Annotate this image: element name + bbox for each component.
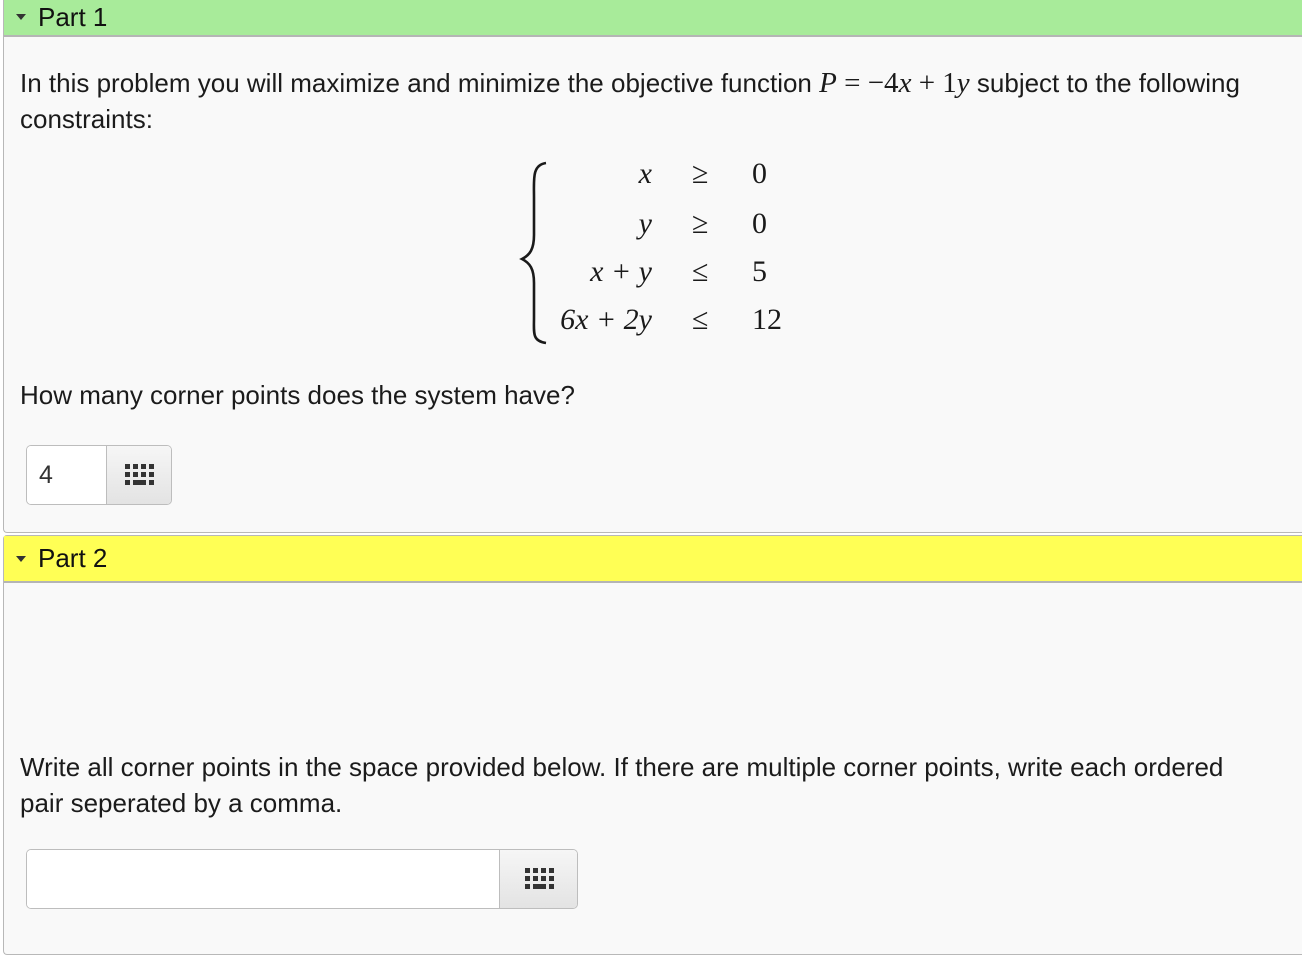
corner-count-answer: [26, 445, 172, 505]
part-1-title: Part 1: [38, 1, 108, 32]
part-1-header[interactable]: [4, 0, 1302, 37]
constraint-row: [516, 207, 816, 255]
constraint-relation: ≤: [692, 303, 709, 336]
caret-down-icon[interactable]: [16, 556, 26, 562]
constraint-row: [516, 255, 816, 303]
corner-points-input[interactable]: [27, 850, 499, 908]
constraint-system: [516, 157, 816, 347]
constraint-rhs: 0: [752, 207, 767, 240]
math-plus: + 1: [911, 67, 957, 99]
problem-statement: [20, 65, 1282, 137]
constraint-lhs: x: [638, 157, 652, 190]
math-x: x: [898, 67, 912, 99]
intro-text: In this problem you will maximize and minimize the objective function: [20, 68, 820, 98]
math-P: P: [819, 67, 837, 99]
part-2-header[interactable]: [4, 536, 1302, 583]
constraint-rhs: 0: [752, 157, 767, 190]
constraint-lhs: y: [638, 207, 652, 240]
constraint-relation: ≤: [692, 255, 709, 288]
constraint-relation: ≥: [692, 157, 709, 190]
intro-after-text: subject to the following constraints:: [20, 68, 1240, 134]
constraint-row: [516, 157, 816, 205]
constraint-relation: ≥: [692, 207, 709, 240]
keyboard-icon: [124, 463, 154, 487]
caret-down-icon[interactable]: [16, 14, 26, 20]
question-text: How many corner points does the system have?: [20, 380, 575, 410]
constraint-rhs: 12: [752, 303, 782, 336]
keyboard-button[interactable]: [106, 446, 171, 504]
math-eq: = −4: [836, 67, 899, 99]
math-y: y: [956, 67, 970, 99]
corner-points-answer: [26, 849, 578, 909]
constraint-row: [516, 303, 816, 351]
part-2-prompt: Write all corner points in the space provided below. If there are multiple corner points, write each ordered pair seperated by a comma.: [20, 752, 1224, 818]
constraint-lhs: 6x + 2y: [560, 303, 652, 336]
part-2-title: Part 2: [38, 543, 108, 573]
part-1-panel: [3, 0, 1302, 533]
constraint-rhs: 5: [752, 255, 767, 288]
keyboard-button[interactable]: [499, 850, 577, 908]
keyboard-icon: [524, 867, 554, 891]
constraint-lhs: x + y: [590, 255, 652, 288]
objective-function: [819, 67, 970, 99]
corner-count-input[interactable]: [27, 446, 106, 504]
part-2-panel: [3, 535, 1302, 955]
